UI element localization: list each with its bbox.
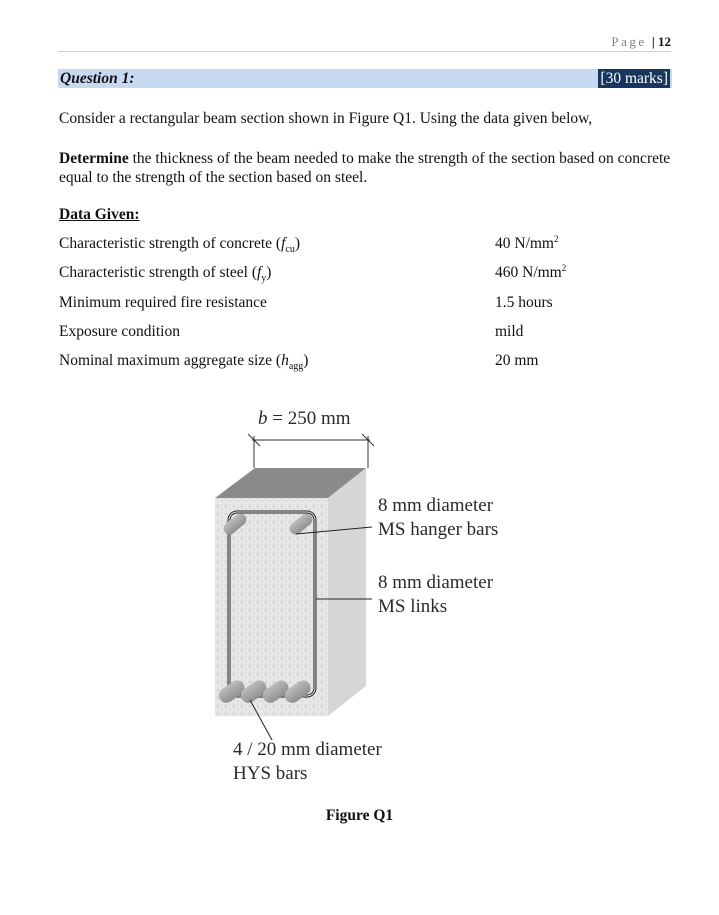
page-label: Page	[611, 34, 647, 49]
main-bars-label: 4 / 20 mm diameter HYS bars	[233, 739, 382, 784]
data-label: Nominal maximum aggregate size $(h_{agg})$	[59, 352, 309, 373]
page-number: 12	[658, 34, 671, 49]
beam-figure	[200, 400, 540, 800]
data-label: Minimum required fire resistance	[59, 294, 267, 311]
data-row-fy	[59, 264, 679, 284]
data-label: Characteristic strength of concrete $(f_{cu})$	[59, 235, 301, 256]
data-value: 20 mm	[495, 352, 539, 369]
data-row-fire	[59, 294, 679, 314]
data-label: Characteristic strength of steel $(f_y)$	[59, 264, 272, 285]
page-header	[58, 34, 671, 52]
data-value: 1.5 hours	[495, 294, 553, 311]
question-header-bar	[58, 69, 672, 88]
question-marks: [30 marks]	[600, 70, 668, 87]
intro-paragraph: Consider a rectangular beam section shown in Figure Q1. Using the data given below,	[59, 110, 593, 127]
data-value: mild	[495, 323, 524, 340]
task-paragraph	[59, 149, 674, 187]
data-given-heading: Data Given:	[59, 206, 140, 223]
links-label: 8 mm diameter MS links	[378, 572, 494, 617]
page-separator: |	[651, 34, 655, 49]
question-title: Question 1:	[60, 70, 135, 87]
task-text: the thickness of the beam needed to make the strength of the section based on concrete equal to the strength of the section based on steel.	[59, 150, 671, 186]
data-row-exposure	[59, 323, 679, 343]
data-value: 460 $N/mm^2$	[495, 262, 567, 281]
task-keyword: Determine	[59, 150, 129, 167]
hanger-bars-label: 8 mm diameter MS hanger bars	[378, 495, 499, 540]
data-row-aggregate	[59, 352, 679, 372]
data-value: 40 $N/mm^2$	[495, 233, 559, 252]
data-row-fcu	[59, 235, 679, 255]
figure-caption: Figure Q1	[325, 807, 394, 824]
data-label: Exposure condition	[59, 323, 180, 340]
width-dimension-label: b = 250 mm	[258, 408, 351, 429]
